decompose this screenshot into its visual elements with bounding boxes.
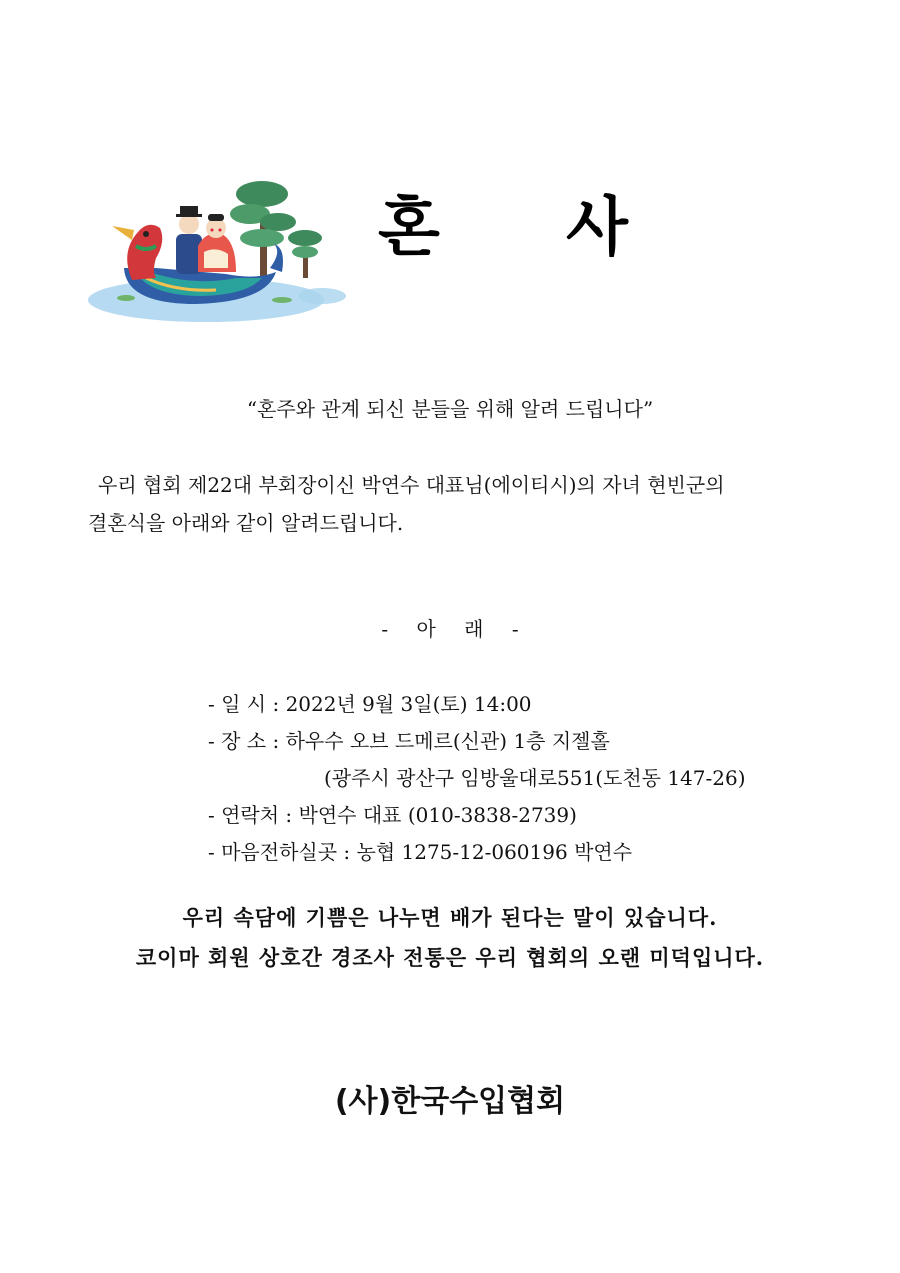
detail-place [208,723,746,760]
closing-line-1: 우리 속담에 기쁨은 나누면 배가 된다는 말이 있습니다. [182,905,718,930]
place-address: (광주시 광산구 임방울대로551(도천동 147-26) [324,766,746,790]
detail-account [208,834,746,871]
place-value: 하우수 오브 드메르(신관) 1층 지젤홀 [285,729,610,753]
date-value: 2022년 9월 3일(토) 14:00 [285,692,532,716]
subtitle-quote: “혼주와 관계 되신 분들을 위해 알려 드립니다” [246,397,654,421]
closing-message [0,898,900,978]
account-label: - 마음전하실곳 : [208,840,351,864]
account-value: 농협 1275-12-060196 박연수 [356,840,633,864]
event-details [208,686,746,871]
date-label: - 일 시 : [208,692,280,716]
closing-line-2: 코이마 회원 상호간 경조사 전통은 우리 협회의 오랜 미덕입니다. [135,945,765,970]
contact-value: 박연수 대표 (010-3838-2739) [298,803,577,827]
intro-paragraph [88,466,828,542]
detail-date [208,686,746,723]
detail-contact [208,797,746,834]
intro-line-2: 결혼식을 아래와 같이 알려드립니다. [88,511,404,535]
place-label: - 장 소 : [208,729,280,753]
intro-line-1: 우리 협회 제22대 부회장이신 박연수 대표님(에이티시)의 자녀 현빈군의 [98,473,725,497]
notice-heading: - 아 래 - [381,617,519,641]
wedding-illustration [86,168,356,326]
organization-signature: (사)한국수입협회 [334,1084,566,1119]
contact-label: - 연락처 : [208,803,293,827]
page-title: 혼 사 [378,191,680,265]
